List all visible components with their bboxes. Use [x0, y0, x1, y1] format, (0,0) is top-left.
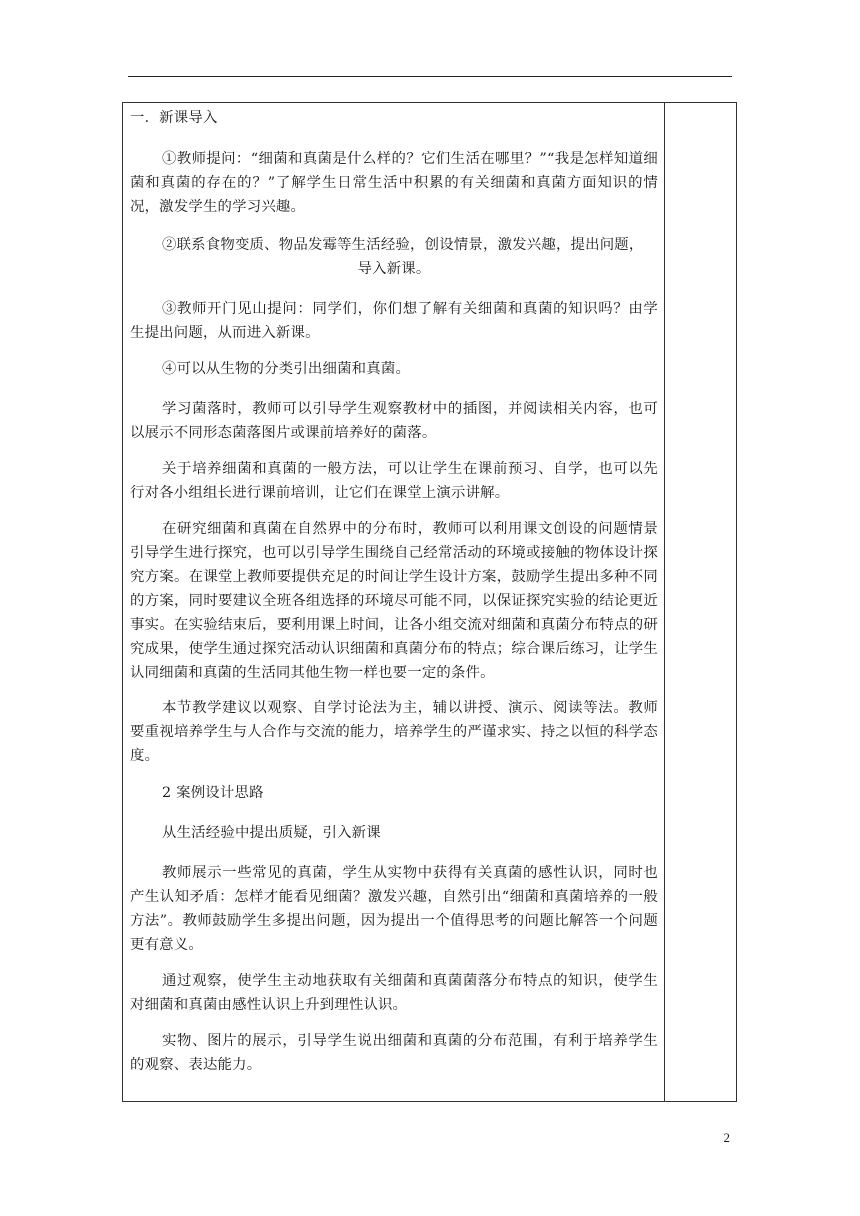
subsection-heading: 2 案例设计思路 [162, 785, 264, 801]
section-heading: 一．新课导入 [130, 110, 218, 126]
paragraph: 从生活经验中提出质疑，引入新课 [162, 825, 381, 841]
paragraph: 实物、图片的展示，引导学生说出细菌和真菌的分布范围，有利于培养学生的观察、表达能力。 [130, 1033, 658, 1073]
paragraph: ①教师提问：“细菌和真菌是什么样的？它们生活在哪里？”“我是怎样知道细菌和真菌的存在的？”了解学生日常生活中积累的有关细菌和真菌方面知识的情况，激发学生的学习兴趣。 [130, 151, 658, 215]
paragraph: ④可以从生物的分类引出细菌和真菌。 [162, 361, 411, 377]
paragraph: 在研究细菌和真菌在自然界中的分布时，教师可以利用课文创设的问题情景引导学生进行探究，也可以引导学生围绕自己经常活动的环境或接触的物体设计探究方案。在课堂上教师要提供充足的时间让学生设计方案，鼓励学生提出多种不同的方案，同时要建议全班各组选择的环境尽可能不同，以保证探究实验的结论更近事实。在实验结束后，要利用课上时间，让各小组交流对细菌和真菌分布特点的研究成果，使学生通过探究活动认识细菌和真菌分布的特点；综合课后练习，让学生认同细菌和真菌的生活同其他生物一样也要一定的条件。 [130, 521, 658, 681]
paragraph: 教师展示一些常见的真菌，学生从实物中获得有关真菌的感性认识，同时也产生认知矛盾：怎样才能看见细菌？激发兴趣，自然引出“细菌和真菌培养的一般方法”。教师鼓励学生多提出问题，因为提出一个值得思考的问题比解答一个问题更有意义。 [130, 865, 658, 953]
table-column-divider [664, 103, 665, 1101]
paragraph: 本节教学建议以观察、自学讨论法为主，辅以讲授、演示、阅读等法。教师要重视培养学生与人合作与交流的能力，培养学生的严谨求实、持之以恒的科学态度。 [130, 700, 658, 764]
page-number: 2 [723, 1130, 730, 1145]
paragraph: ②联系食物变质、物品发霉等生活经验，创设情景，激发兴趣，提出问题， [162, 237, 644, 253]
paragraph: 通过观察，使学生主动地获取有关细菌和真菌菌落分布特点的知识，使学生对细菌和真菌由感性认识上升到理性认识。 [130, 973, 658, 1013]
header-rule [128, 76, 732, 77]
lesson-table [122, 102, 737, 1102]
paragraph: 关于培养细菌和真菌的一般方法，可以让学生在课前预习、自学，也可以先行对各小组组长进行课前培训，让它们在课堂上演示讲解。 [130, 461, 658, 501]
paragraph: 学习菌落时，教师可以引导学生观察教材中的插图，并阅读相关内容，也可以展示不同形态菌落图片或课前培养好的菌落。 [130, 401, 658, 441]
paragraph: ③教师开门见山提问：同学们，你们想了解有关细菌和真菌的知识吗？由学生提出问题，从而进入新课。 [130, 301, 658, 341]
paragraph: 导入新课。 [357, 261, 431, 277]
